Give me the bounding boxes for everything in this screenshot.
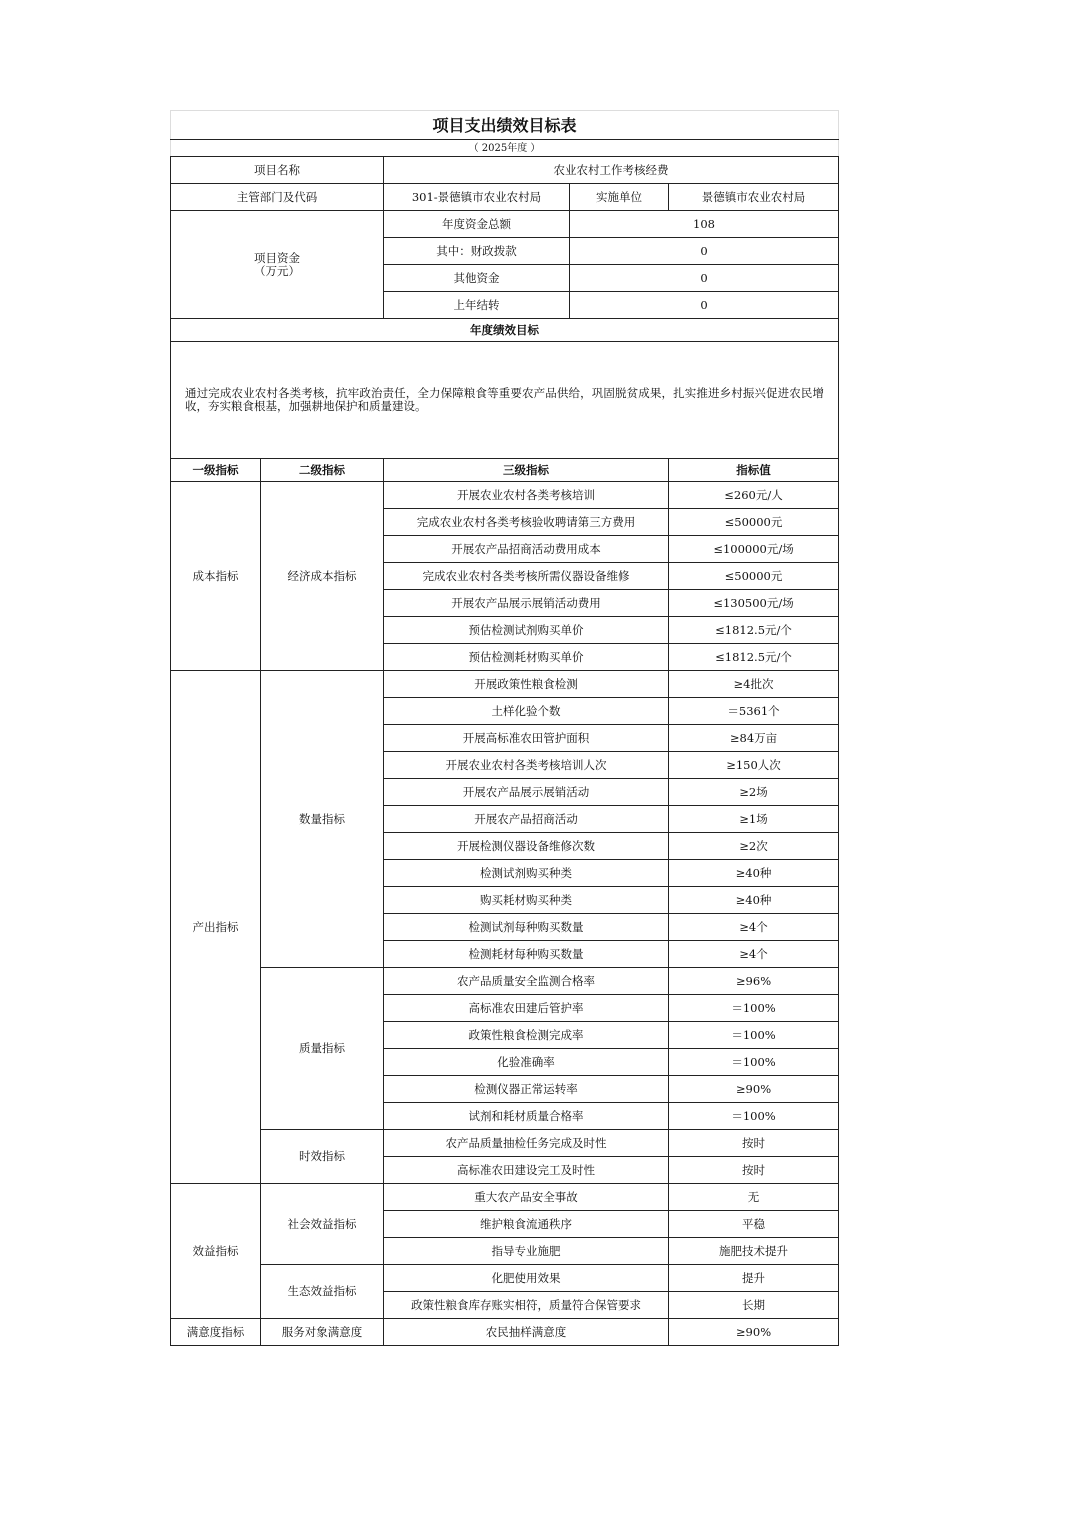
indicator-name: 开展政策性粮食检测 <box>384 671 669 698</box>
goal-text: 通过完成农业农村各类考核，抗牢政治责任，全力保障粮食等重要农产品供给，巩固脱贫成果，扎实推进乡村振兴促进农民增收，夯实粮食根基，加强耕地保护和质量建设。 <box>171 342 839 459</box>
level2-cell: 社会效益指标 <box>261 1184 384 1265</box>
indicator-value: ≥4批次 <box>669 671 839 698</box>
indicator-name: 维护粮食流通秩序 <box>384 1211 669 1238</box>
level1-cell: 成本指标 <box>171 482 261 671</box>
indicator-value: 平稳 <box>669 1211 839 1238</box>
indicator-value: ≥1场 <box>669 806 839 833</box>
impl-value: 景德镇市农业农村局 <box>669 184 839 211</box>
indicator-value: ≥96% <box>669 968 839 995</box>
indicator-value: ≤1812.5元/个 <box>669 617 839 644</box>
funds-item-value: 108 <box>570 211 839 238</box>
level1-cell: 产出指标 <box>171 671 261 1184</box>
level2-cell: 经济成本指标 <box>261 482 384 671</box>
indicator-name: 农产品质量安全监测合格率 <box>384 968 669 995</box>
indicator-value: ≥4个 <box>669 941 839 968</box>
indicator-name: 开展检测仪器设备维修次数 <box>384 833 669 860</box>
performance-target-sheet <box>170 110 838 1346</box>
level1-cell: 满意度指标 <box>171 1319 261 1346</box>
indicator-name: 政策性粮食库存账实相符，质量符合保管要求 <box>384 1292 669 1319</box>
indicator-value: ＝100% <box>669 1049 839 1076</box>
indicator-value: ≤50000元 <box>669 509 839 536</box>
indicator-name: 政策性粮食检测完成率 <box>384 1022 669 1049</box>
indicator-name: 开展高标准农田管护面积 <box>384 725 669 752</box>
indicator-name: 指导专业施肥 <box>384 1238 669 1265</box>
indicator-name: 化验准确率 <box>384 1049 669 1076</box>
indicator-name: 检测试剂购买种类 <box>384 860 669 887</box>
indicator-value: ≥2次 <box>669 833 839 860</box>
level2-cell: 生态效益指标 <box>261 1265 384 1319</box>
indicator-name: 开展农业农村各类考核培训 <box>384 482 669 509</box>
indicator-value: ≤1812.5元/个 <box>669 644 839 671</box>
indicator-value: ≥84万亩 <box>669 725 839 752</box>
level1-cell: 效益指标 <box>171 1184 261 1319</box>
funds-unit: （万元） <box>254 263 300 278</box>
indicator-value: 长期 <box>669 1292 839 1319</box>
indicator-value: 提升 <box>669 1265 839 1292</box>
indicator-name: 高标准农田建设完工及时性 <box>384 1157 669 1184</box>
project-name-label: 项目名称 <box>171 157 384 184</box>
col-header: 指标值 <box>669 459 839 482</box>
indicator-value: ≥40种 <box>669 887 839 914</box>
indicator-value: ＝5361个 <box>669 698 839 725</box>
indicator-name: 开展农产品展示展销活动 <box>384 779 669 806</box>
indicator-name: 农民抽样满意度 <box>384 1319 669 1346</box>
col-header: 二级指标 <box>261 459 384 482</box>
level2-cell: 服务对象满意度 <box>261 1319 384 1346</box>
indicator-value: ≥4个 <box>669 914 839 941</box>
level2-cell: 时效指标 <box>261 1130 384 1184</box>
indicator-name: 购买耗材购买种类 <box>384 887 669 914</box>
indicator-name: 开展农产品招商活动 <box>384 806 669 833</box>
funds-item-label: 其他资金 <box>384 265 570 292</box>
goal-header: 年度绩效目标 <box>171 319 839 342</box>
indicator-value: ≤50000元 <box>669 563 839 590</box>
impl-label: 实施单位 <box>570 184 669 211</box>
indicator-name: 检测试剂每种购买数量 <box>384 914 669 941</box>
indicator-name: 检测耗材每种购买数量 <box>384 941 669 968</box>
indicator-value: ≤130500元/场 <box>669 590 839 617</box>
funds-item-value: 0 <box>570 292 839 319</box>
indicator-name: 开展农业农村各类考核培训人次 <box>384 752 669 779</box>
table-title: 项目支出绩效目标表 <box>171 111 839 140</box>
funds-item-label: 年度资金总额 <box>384 211 570 238</box>
indicator-name: 试剂和耗材质量合格率 <box>384 1103 669 1130</box>
indicator-name: 完成农业农村各类考核验收聘请第三方费用 <box>384 509 669 536</box>
indicator-value: ≤260元/人 <box>669 482 839 509</box>
indicator-value: ＝100% <box>669 1103 839 1130</box>
indicator-name: 开展农产品招商活动费用成本 <box>384 536 669 563</box>
indicator-name: 开展农产品展示展销活动费用 <box>384 590 669 617</box>
indicator-value: ≤100000元/场 <box>669 536 839 563</box>
indicator-name: 化肥使用效果 <box>384 1265 669 1292</box>
funds-item-value: 0 <box>570 238 839 265</box>
funds-label-text: 项目资金 <box>254 250 300 265</box>
indicator-value: ≥40种 <box>669 860 839 887</box>
indicator-value: 施肥技术提升 <box>669 1238 839 1265</box>
indicator-value: ＝100% <box>669 1022 839 1049</box>
level2-cell: 数量指标 <box>261 671 384 968</box>
indicator-name: 重大农产品安全事故 <box>384 1184 669 1211</box>
dept-label: 主管部门及代码 <box>171 184 384 211</box>
indicator-value: ＝100% <box>669 995 839 1022</box>
indicator-name: 预估检测试剂购买单价 <box>384 617 669 644</box>
indicator-name: 农产品质量抽检任务完成及时性 <box>384 1130 669 1157</box>
col-header: 三级指标 <box>384 459 669 482</box>
funds-item-value: 0 <box>570 265 839 292</box>
funds-label <box>171 211 384 319</box>
indicator-name: 高标准农田建后管护率 <box>384 995 669 1022</box>
project-name: 农业农村工作考核经费 <box>384 157 839 184</box>
indicator-name: 完成农业农村各类考核所需仪器设备维修 <box>384 563 669 590</box>
funds-item-label: 上年结转 <box>384 292 570 319</box>
fiscal-year: （ 2025年度 ） <box>171 140 839 157</box>
indicator-value: ≥2场 <box>669 779 839 806</box>
dept-value: 301-景德镇市农业农村局 <box>384 184 570 211</box>
indicator-name: 土样化验个数 <box>384 698 669 725</box>
indicator-value: ≥90% <box>669 1319 839 1346</box>
indicator-value: 按时 <box>669 1130 839 1157</box>
indicator-value: ≥90% <box>669 1076 839 1103</box>
indicator-name: 预估检测耗材购买单价 <box>384 644 669 671</box>
indicator-value: ≥150人次 <box>669 752 839 779</box>
indicator-name: 检测仪器正常运转率 <box>384 1076 669 1103</box>
funds-item-label: 其中：财政拨款 <box>384 238 570 265</box>
indicator-value: 按时 <box>669 1157 839 1184</box>
indicator-value: 无 <box>669 1184 839 1211</box>
level2-cell: 质量指标 <box>261 968 384 1130</box>
col-header: 一级指标 <box>171 459 261 482</box>
performance-table <box>170 110 839 1346</box>
